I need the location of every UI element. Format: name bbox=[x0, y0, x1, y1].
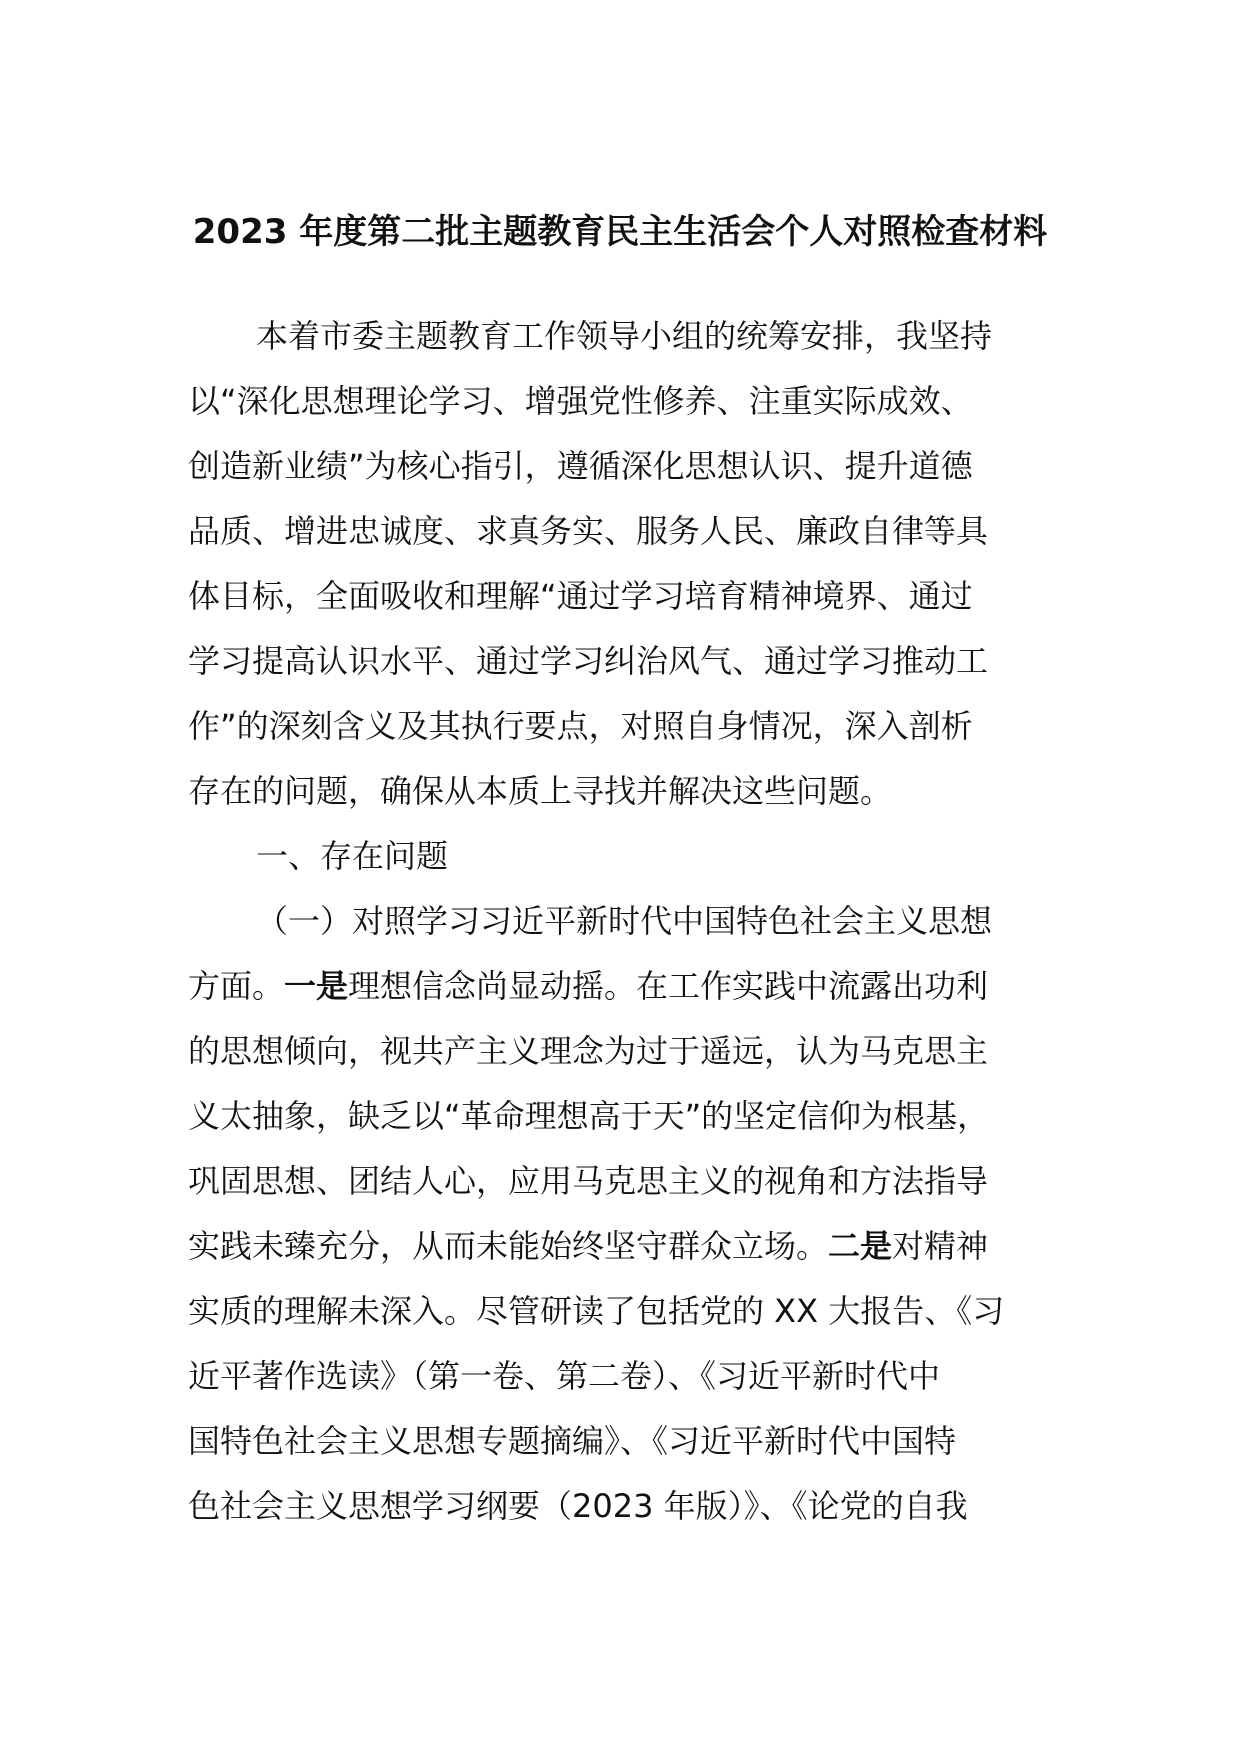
paragraph-line: 品质、增进忠诚度、求真务实、服务人民、廉政自律等具 bbox=[188, 512, 989, 550]
paragraph-line: 体目标，全面吸收和理解“通过学习培育精神境界、通过 bbox=[188, 577, 973, 615]
paragraph-line: 存在的问题，确保从本质上寻找并解决这些问题。 bbox=[188, 772, 893, 810]
line-text: 对精神 bbox=[892, 1227, 989, 1265]
line-text: 理想信念尚显动摇。在工作实践中流露出功利 bbox=[348, 967, 989, 1005]
paragraph-line bbox=[188, 1214, 1058, 1279]
bold-marker: 一是 bbox=[284, 967, 349, 1005]
paragraph-line: 义太抽象，缺乏以“革命理想高于天”的坚定信仰为根基， bbox=[188, 1097, 990, 1135]
paragraph-line: 实质的理解未深入。尽管研读了包括党的 XX 大报告、《习 bbox=[188, 1292, 1005, 1330]
document-body bbox=[188, 304, 1058, 1539]
paragraph-line: 国特色社会主义思想专题摘编》、《习近平新时代中国特 bbox=[188, 1422, 957, 1460]
paragraph-line: 一、存在问题 bbox=[256, 837, 449, 875]
document-title: 2023 年度第二批主题教育民主生活会个人对照检查材料 bbox=[192, 212, 1048, 252]
paragraph-line: 创造新业绩”为核心指引，遵循深化思想认识、提升道德 bbox=[188, 447, 973, 485]
paragraph-line: 近平著作选读》（第一卷、第二卷）、《习近平新时代中 bbox=[188, 1357, 941, 1395]
paragraph-line: 色社会主义思想学习纲要（2023 年版）》、《论党的自我 bbox=[188, 1487, 968, 1525]
paragraph-line: 学习提高认识水平、通过学习纠治风气、通过学习推动工 bbox=[188, 642, 989, 680]
paragraph-line: （一）对照学习习近平新时代中国特色社会主义思想 bbox=[256, 902, 993, 940]
paragraph-line bbox=[188, 954, 1058, 1019]
bold-marker: 二是 bbox=[828, 1227, 893, 1265]
paragraph-line: 的思想倾向，视共产主义理念为过于遥远，认为马克思主 bbox=[188, 1032, 989, 1070]
paragraph-line: 以“深化思想理论学习、增强党性修养、注重实际成效、 bbox=[188, 382, 973, 420]
line-text: 实践未臻充分，从而未能始终坚守群众立场。 bbox=[188, 1227, 829, 1265]
line-text: 方面。 bbox=[188, 967, 285, 1005]
paragraph-line: 作”的深刻含义及其执行要点，对照自身情况，深入剖析 bbox=[188, 707, 973, 745]
paragraph-line: 本着市委主题教育工作领导小组的统筹安排，我坚持 bbox=[256, 317, 993, 355]
paragraph-line: 巩固思想、团结人心，应用马克思主义的视角和方法指导 bbox=[188, 1162, 989, 1200]
